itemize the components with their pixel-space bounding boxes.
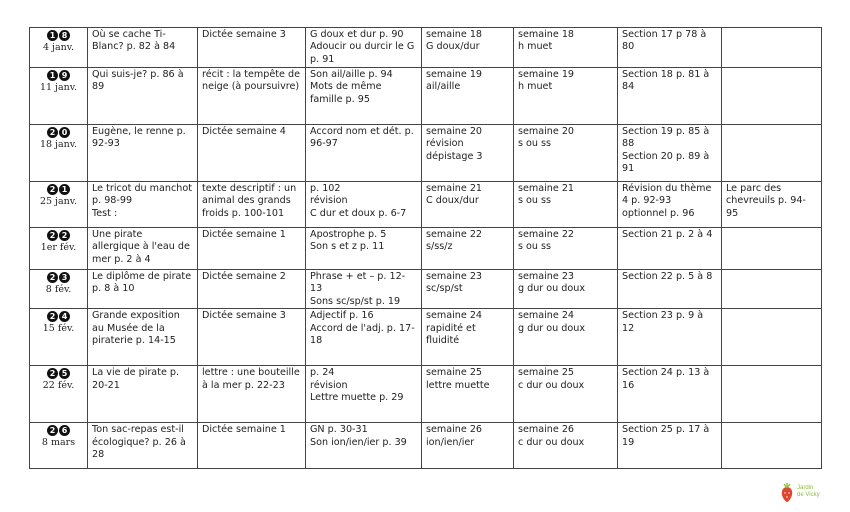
grammar-cell: [306, 228, 422, 270]
week-cell: [30, 366, 88, 423]
cell-line: s/ss/z: [426, 241, 453, 253]
cell-line: Dictée semaine 1: [202, 424, 286, 436]
section-cell: [618, 366, 722, 423]
cell-line: semaine 24: [518, 310, 575, 322]
week-date: 4 janv.: [42, 42, 75, 53]
cell-line: Dictée semaine 3: [202, 310, 286, 322]
week-digit-disc: 2: [47, 230, 58, 241]
strawberry-icon: [780, 483, 794, 503]
extra-cell: [722, 366, 822, 423]
cell-line: s ou ss: [518, 138, 552, 150]
cell-line: Dictée semaine 1: [202, 229, 286, 240]
extra-cell: [722, 125, 822, 182]
section-cell: [618, 68, 722, 125]
cell-line: G doux et dur p. 90: [310, 29, 404, 40]
sounds-cell: [514, 423, 618, 469]
cell-line: p. 102: [310, 183, 341, 194]
section-cell: [618, 182, 722, 228]
spelling-cell: [422, 423, 514, 469]
week-digit-disc: 8: [59, 30, 70, 41]
cell-line: Dictée semaine 2: [202, 271, 286, 282]
week-digit-disc: 6: [59, 425, 70, 436]
cell-line: Adjectif p. 16: [310, 310, 374, 322]
cell-line: révision: [426, 138, 464, 150]
reading-cell: [88, 366, 198, 423]
spelling-cell: [422, 125, 514, 182]
extra-cell: [722, 28, 822, 68]
spelling-cell: [422, 366, 514, 423]
week-cell: [30, 182, 88, 228]
spelling-cell: [422, 270, 514, 309]
logo-line-2: de Vicky: [797, 492, 820, 498]
week-digit-disc: 2: [47, 311, 58, 322]
reading-cell: [88, 228, 198, 270]
cell-line: révision: [310, 379, 348, 391]
cell-line: semaine 18: [426, 29, 483, 40]
cell-line: Adoucir ou durcir le G p. 91: [310, 41, 415, 65]
cell-line: Apostrophe p. 5: [310, 229, 387, 240]
cell-line: Section 19 p. 85 à 88: [622, 126, 710, 150]
cell-line: semaine 24: [426, 310, 483, 322]
cell-line: s ou ss: [518, 195, 552, 207]
writing-cell: [198, 125, 306, 182]
cell-line: Grande exposition au Musée de la piraterie p. 14-15: [92, 310, 180, 347]
writing-cell: [198, 270, 306, 309]
cell-line: semaine 21: [518, 183, 575, 194]
cell-line: Où se cache Ti-Blanc? p. 82 à 84: [92, 29, 176, 53]
cell-line: semaine 19: [518, 69, 575, 80]
grammar-cell: [306, 28, 422, 68]
week-date: 8 fév.: [45, 284, 72, 295]
sounds-cell: [514, 366, 618, 423]
section-cell: [618, 270, 722, 309]
reading-cell: [88, 182, 198, 228]
spelling-cell: [422, 228, 514, 270]
week-number: [34, 425, 83, 437]
cell-line: Le parc des chevreuils p. 94-95: [726, 183, 806, 219]
writing-cell: [198, 423, 306, 469]
cell-line: La vie de pirate p. 20-21: [92, 367, 180, 391]
cell-line: g dur ou doux: [518, 322, 586, 334]
planning-table: [29, 27, 822, 469]
week-digit-disc: 2: [47, 368, 58, 379]
table-row: [30, 228, 822, 270]
cell-line: semaine 23: [518, 271, 575, 282]
cell-line: Section 25 p. 17 à 19: [622, 424, 710, 448]
week-digit-disc: 1: [59, 184, 70, 195]
week-digit-disc: 2: [47, 127, 58, 138]
cell-line: G doux/dur: [426, 41, 480, 53]
week-digit-disc: 2: [59, 230, 70, 241]
cell-line: Une pirate allergique à l'eau de mer p. 2 à 4: [92, 229, 190, 265]
cell-line: Section 17 p 78 à 80: [622, 29, 707, 53]
week-cell: [30, 28, 88, 68]
cell-line: lettre : une bouteille à la mer p. 22-23: [202, 367, 300, 391]
cell-line: Eugène, le renne p. 92-93: [92, 126, 186, 150]
sounds-cell: [514, 68, 618, 125]
cell-line: sc/sp/st: [426, 283, 463, 295]
week-cell: [30, 125, 88, 182]
writing-cell: [198, 228, 306, 270]
week-digit-disc: 1: [47, 30, 58, 41]
sounds-cell: [514, 309, 618, 366]
week-digit-disc: 1: [47, 70, 58, 81]
cell-line: semaine 26: [426, 424, 483, 436]
week-date: 11 janv.: [39, 82, 78, 93]
week-cell: [30, 228, 88, 270]
cell-line: Son ail/aille p. 94: [310, 69, 393, 80]
cell-line: Section 22 p. 5 à 8: [622, 271, 713, 282]
planning-table-body: [30, 28, 822, 469]
cell-line: C dur et doux p. 6-7: [310, 207, 407, 219]
week-number: [34, 311, 83, 323]
cell-line: semaine 18: [518, 29, 575, 40]
cell-line: C doux/dur: [426, 195, 479, 207]
sounds-cell: [514, 182, 618, 228]
cell-line: p. 24: [310, 367, 335, 379]
week-digit-disc: 0: [59, 127, 70, 138]
extra-cell: [722, 182, 822, 228]
extra-cell: [722, 228, 822, 270]
week-digit-disc: 2: [47, 425, 58, 436]
week-digit-disc: 4: [59, 311, 70, 322]
cell-line: Dictée semaine 3: [202, 29, 286, 40]
table-row: [30, 270, 822, 309]
extra-cell: [722, 423, 822, 469]
cell-line: Section 24 p. 13 à 16: [622, 367, 710, 391]
reading-cell: [88, 423, 198, 469]
grammar-cell: [306, 125, 422, 182]
week-date: 18 janv.: [39, 139, 78, 150]
week-digit-disc: 2: [47, 272, 58, 283]
grammar-cell: [306, 182, 422, 228]
cell-line: semaine 26: [518, 424, 575, 436]
cell-line: Son ion/ien/ier p. 39: [310, 436, 407, 448]
section-cell: [618, 125, 722, 182]
table-row: [30, 68, 822, 125]
section-cell: [618, 309, 722, 366]
week-cell: [30, 68, 88, 125]
cell-line: h muet: [518, 81, 553, 93]
cell-line: Section 20 p. 89 à 91: [622, 150, 710, 175]
spelling-cell: [422, 28, 514, 68]
spelling-cell: [422, 182, 514, 228]
cell-line: révision: [310, 195, 348, 207]
section-cell: [618, 423, 722, 469]
week-date: 1er fév.: [40, 242, 77, 253]
sounds-cell: [514, 125, 618, 182]
grammar-cell: [306, 423, 422, 469]
writing-cell: [198, 182, 306, 228]
cell-line: g dur ou doux: [518, 283, 586, 295]
table-row: [30, 309, 822, 366]
week-date: 8 mars: [41, 437, 76, 449]
cell-line: semaine 25: [426, 367, 483, 379]
cell-line: Dictée semaine 4: [202, 126, 286, 137]
cell-line: semaine 22: [426, 229, 483, 240]
cell-line: semaine 23: [426, 271, 483, 282]
cell-line: semaine 22: [518, 229, 575, 240]
grammar-cell: [306, 270, 422, 309]
grammar-cell: [306, 366, 422, 423]
extra-cell: [722, 309, 822, 366]
cell-line: texte descriptif : un animal des grands froids p. 100-101: [202, 183, 297, 219]
week-number: [34, 272, 83, 284]
week-number: [34, 230, 83, 242]
week-digit-disc: 2: [47, 184, 58, 195]
week-digit-disc: 9: [59, 70, 70, 81]
cell-line: c dur ou doux: [518, 436, 585, 448]
cell-line: semaine 25: [518, 367, 575, 379]
cell-line: Révision du thème 4 p. 92-93 optionnel p. 96: [622, 183, 712, 219]
cell-line: récit : la tempête de neige (à poursuivre): [202, 69, 300, 93]
week-number: [34, 184, 83, 196]
cell-line: Son s et z p. 11: [310, 241, 385, 253]
cell-line: Lettre muette p. 29: [310, 392, 404, 404]
section-cell: [618, 28, 722, 68]
week-number: [34, 127, 83, 139]
extra-cell: [722, 68, 822, 125]
cell-line: Qui suis-je? p. 86 à 89: [92, 69, 184, 93]
cell-line: Section 21 p. 2 à 4: [622, 229, 713, 240]
writing-cell: [198, 309, 306, 366]
writing-cell: [198, 366, 306, 423]
sounds-cell: [514, 270, 618, 309]
cell-line: Section 18 p. 81 à 84: [622, 69, 710, 93]
week-number: [34, 368, 83, 380]
reading-cell: [88, 309, 198, 366]
cell-line: Accord de l'adj. p. 17-18: [310, 322, 415, 347]
cell-line: Le tricot du manchot p. 98-99: [92, 183, 192, 207]
writing-cell: [198, 28, 306, 68]
week-cell: [30, 270, 88, 309]
logo-text: [797, 485, 820, 499]
table-row: [30, 28, 822, 68]
cell-line: Sons sc/sp/st p. 19: [310, 295, 401, 307]
sounds-cell: [514, 228, 618, 270]
logo-line-1: Jardin: [797, 485, 814, 491]
cell-line: ion/ien/ier: [426, 436, 475, 448]
cell-line: c dur ou doux: [518, 379, 585, 391]
cell-line: dépistage 3: [426, 150, 483, 162]
cell-line: Section 23 p. 9 à 12: [622, 310, 704, 334]
reading-cell: [88, 68, 198, 125]
reading-cell: [88, 125, 198, 182]
cell-line: rapidité et fluidité: [426, 322, 476, 347]
table-row: [30, 423, 822, 469]
cell-line: semaine 21: [426, 183, 483, 194]
cell-line: Accord nom et dét. p. 96-97: [310, 126, 414, 150]
week-cell: [30, 309, 88, 366]
cell-line: s ou ss: [518, 241, 552, 253]
table-row: [30, 125, 822, 182]
spelling-cell: [422, 309, 514, 366]
cell-line: Phrase + et – p. 12-13: [310, 271, 406, 295]
cell-line: ail/aille: [426, 81, 461, 93]
grammar-cell: [306, 68, 422, 125]
week-digit-disc: 3: [59, 272, 70, 283]
cell-line: Mots de même famille p. 95: [310, 81, 382, 105]
week-cell: [30, 423, 88, 469]
jardin-de-vicky-logo: [780, 483, 825, 507]
cell-line: h muet: [518, 41, 553, 53]
cell-line: semaine 20: [518, 126, 575, 137]
sounds-cell: [514, 28, 618, 68]
reading-cell: [88, 28, 198, 68]
cell-line: Le diplôme de pirate p. 8 à 10: [92, 271, 192, 295]
table-row: [30, 182, 822, 228]
week-number: [34, 30, 83, 42]
table-row: [30, 366, 822, 423]
week-date: 15 fév.: [42, 323, 75, 335]
cell-line: semaine 20: [426, 126, 483, 137]
grammar-cell: [306, 309, 422, 366]
reading-cell: [88, 270, 198, 309]
writing-cell: [198, 68, 306, 125]
week-digit-disc: 5: [59, 368, 70, 379]
cell-line: Ton sac-repas est-il écologique? p. 26 à 28: [92, 424, 186, 461]
week-date: 25 janv.: [39, 196, 78, 207]
cell-line: lettre muette: [426, 379, 490, 391]
cell-line: Test :: [92, 207, 118, 219]
cell-line: semaine 19: [426, 69, 483, 80]
section-cell: [618, 228, 722, 270]
cell-line: GN p. 30-31: [310, 424, 368, 436]
week-number: [34, 70, 83, 82]
extra-cell: [722, 270, 822, 309]
spelling-cell: [422, 68, 514, 125]
week-date: 22 fév.: [42, 380, 75, 392]
